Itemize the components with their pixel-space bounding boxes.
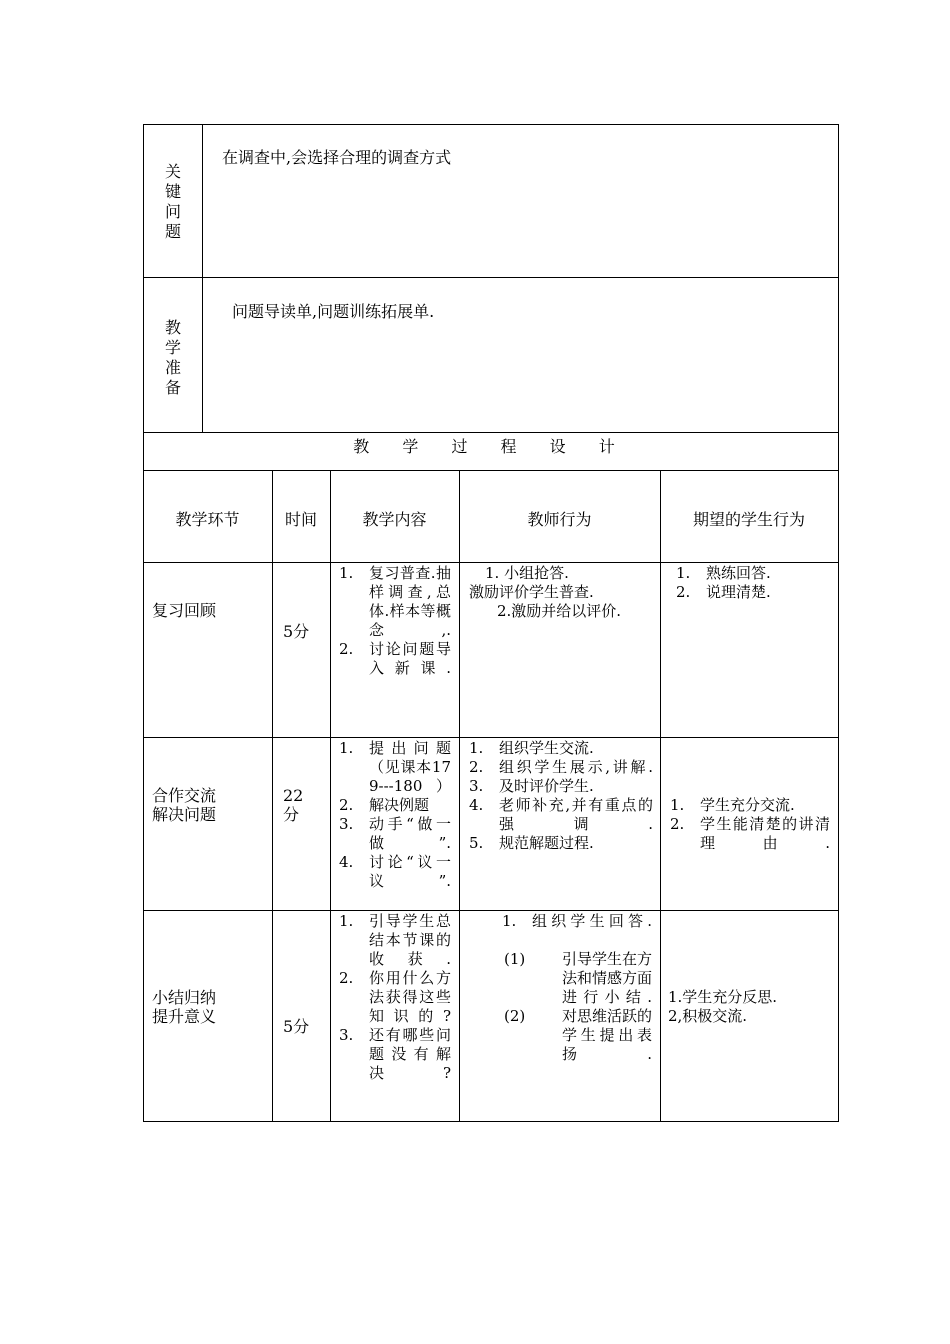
table-row-teacher xyxy=(502,912,652,931)
col-header-stage: 教学环节 xyxy=(175,510,240,529)
list-item xyxy=(676,583,832,602)
item-number: 1. xyxy=(339,739,354,757)
label-char: 题 xyxy=(164,222,181,241)
rule xyxy=(272,470,273,1122)
rule xyxy=(330,470,331,1122)
table-row-content xyxy=(339,739,451,891)
label-char: 学 xyxy=(164,338,181,357)
list-item xyxy=(676,564,832,583)
item-text: 说理清楚. xyxy=(706,583,771,601)
list-item: 2.激励并给以评价. xyxy=(497,602,622,620)
table-row-teacher xyxy=(469,739,653,853)
table-row-student xyxy=(668,988,833,1026)
label-char: 关 xyxy=(164,162,181,181)
table-row-stage: 复习回顾 xyxy=(152,601,217,620)
teaching-prep-label xyxy=(161,318,185,398)
rule xyxy=(143,737,839,738)
item-text: 组织学生回答. xyxy=(532,912,652,930)
item-text: 讨论“议一议”. xyxy=(369,853,451,890)
item-number: 3. xyxy=(469,777,484,795)
stage-line: 解决问题 xyxy=(152,805,217,824)
rule xyxy=(660,470,661,1122)
process-title: 教 学 过 程 设 计 xyxy=(353,437,629,456)
table-row-teacher xyxy=(469,564,655,621)
item-number: 2. xyxy=(670,815,685,833)
col-header-student: 期望的学生行为 xyxy=(692,510,805,529)
item-number: 1. xyxy=(339,564,354,582)
item-text: 组织学生展示,讲解. xyxy=(499,758,653,776)
table-row-content xyxy=(339,564,451,678)
rule xyxy=(143,910,839,911)
label-char: 准 xyxy=(164,358,181,377)
list-item xyxy=(339,969,451,1026)
item-text: 组织学生交流. xyxy=(499,739,594,757)
item-text: 老师补充,并有重点的强调. xyxy=(499,796,653,833)
item-number: 1. xyxy=(670,796,685,814)
list-item xyxy=(469,777,653,796)
list-item xyxy=(339,912,451,969)
key-issue-label xyxy=(161,162,185,242)
label-char: 备 xyxy=(164,378,181,397)
item-number: 2. xyxy=(339,796,354,814)
list-item: 2,积极交流. xyxy=(668,1007,748,1025)
list-item xyxy=(339,640,451,678)
item-text: 还有哪些问题没有解决? xyxy=(369,1026,451,1082)
list-item xyxy=(469,758,653,777)
item-text: 引导学生总结本节课的收获. xyxy=(369,912,451,968)
list-item xyxy=(339,796,451,815)
item-number: 2. xyxy=(469,758,484,776)
item-text: 规范解题过程. xyxy=(499,834,594,852)
item-text: 熟练回答. xyxy=(706,564,771,582)
list-item xyxy=(469,834,653,853)
item-number: 5. xyxy=(469,834,484,852)
list-item xyxy=(670,796,830,815)
table-row-content xyxy=(339,912,451,1083)
item-text: 解决例题 xyxy=(369,796,430,814)
list-item xyxy=(339,815,451,853)
item-number: 2. xyxy=(676,583,691,601)
rule xyxy=(838,124,839,1122)
table-row-time: 5分 xyxy=(283,1017,310,1036)
item-number: 3. xyxy=(339,1026,354,1044)
table-row-stage xyxy=(152,988,216,1026)
list-item xyxy=(504,950,652,1007)
list-item xyxy=(339,739,451,796)
item-text: 引导学生在方法和情感方面进行小结. xyxy=(562,950,653,1006)
item-number: 1. xyxy=(676,564,691,582)
list-item xyxy=(504,1007,652,1064)
item-number: 1. xyxy=(469,739,484,757)
list-item xyxy=(339,1026,451,1083)
rule xyxy=(143,277,839,278)
item-text: 学生充分交流. xyxy=(700,796,795,814)
rule xyxy=(143,124,839,125)
list-item xyxy=(502,912,652,931)
item-text: 提出问题（见课本179---180） xyxy=(369,739,451,795)
item-text: 动手“做一做”. xyxy=(369,815,451,852)
stage-line: 提升意义 xyxy=(152,1007,217,1026)
list-item xyxy=(339,853,451,891)
stage-line: 小结归纳 xyxy=(152,988,217,1007)
list-item: 1.学生充分反思. xyxy=(668,988,778,1006)
table-row-teacher-sub xyxy=(504,950,652,1064)
list-item xyxy=(339,564,451,640)
rule xyxy=(143,562,839,563)
item-text: 讨论问题导入新课. xyxy=(369,640,451,677)
item-number: (2) xyxy=(504,1007,526,1025)
item-number: 2. xyxy=(339,969,354,987)
list-item xyxy=(670,815,830,853)
table-row-stage xyxy=(152,786,216,824)
item-text: 及时评价学生. xyxy=(499,777,594,795)
item-text: 对思维活跃的学生提出表扬. xyxy=(562,1007,653,1063)
teaching-prep-content: 问题导读单,问题训练拓展单. xyxy=(232,302,435,321)
rule xyxy=(459,470,460,1122)
item-number: 1. xyxy=(502,912,517,930)
item-number: 2. xyxy=(339,640,354,658)
col-header-time: 时间 xyxy=(284,510,317,529)
rule xyxy=(143,124,144,1122)
item-number: 3. xyxy=(339,815,354,833)
list-item xyxy=(469,739,653,758)
table-row-student xyxy=(676,564,832,602)
item-number: 4. xyxy=(339,853,354,871)
label-char: 问 xyxy=(164,202,181,221)
rule xyxy=(143,470,839,471)
col-header-content: 教学内容 xyxy=(362,510,427,529)
item-text: 学生能清楚的讲清理由. xyxy=(700,815,830,852)
table-row-time: 5分 xyxy=(283,622,310,641)
stage-line: 合作交流 xyxy=(152,786,217,805)
list-item xyxy=(469,796,653,834)
table-row-student xyxy=(670,796,830,853)
table-row-time: 22分 xyxy=(283,786,304,824)
item-text: 复习普查.抽样调查,总体.样本等概念,. xyxy=(369,564,451,639)
key-issue-content: 在调查中,会选择合理的调查方式 xyxy=(222,148,452,167)
label-char: 键 xyxy=(164,182,181,201)
item-number: 4. xyxy=(469,796,484,814)
item-number: (1) xyxy=(504,950,526,968)
rule xyxy=(143,432,839,433)
item-number: 1. xyxy=(339,912,354,930)
list-item: 激励评价学生普查. xyxy=(469,583,594,601)
rule xyxy=(202,124,203,432)
col-header-teacher: 教师行为 xyxy=(527,510,592,529)
label-char: 教 xyxy=(164,318,181,337)
rule xyxy=(143,1121,839,1122)
item-text: 你用什么方法获得这些知识的? xyxy=(369,969,451,1025)
list-item: 1. 小组抢答. xyxy=(485,564,569,582)
